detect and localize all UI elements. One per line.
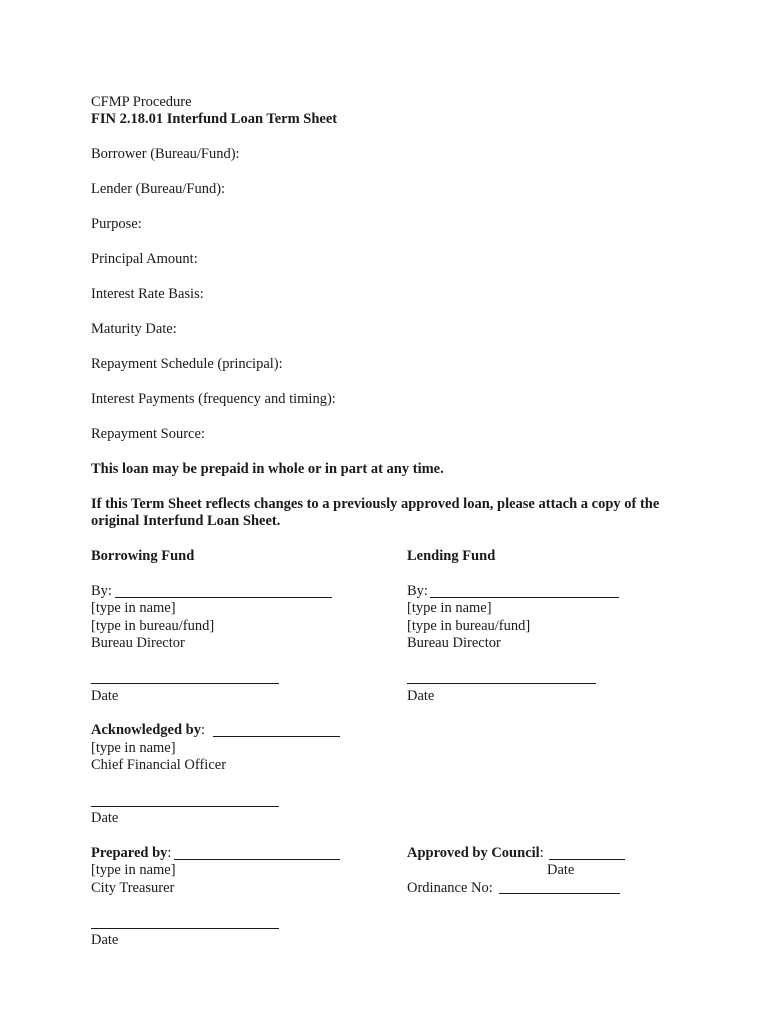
- procedure-label: CFMP Procedure: [91, 94, 192, 110]
- borrowing-role: Bureau Director: [91, 635, 185, 651]
- ordinance-no-line[interactable]: [499, 893, 620, 894]
- field-purpose: Purpose:: [91, 216, 142, 232]
- approved-by-council-label: Approved by Council:: [407, 845, 544, 861]
- acknowledged-date-label: Date: [91, 810, 119, 826]
- lending-by-label: By:: [407, 583, 428, 599]
- prepared-by-label: Prepared by:: [91, 845, 172, 861]
- lending-date-label: Date: [407, 688, 435, 704]
- lending-fund-heading: Lending Fund: [407, 548, 496, 564]
- field-lender: Lender (Bureau/Fund):: [91, 181, 226, 197]
- borrowing-name: [type in name]: [91, 600, 176, 616]
- borrowing-date-line[interactable]: [91, 683, 279, 684]
- field-borrower: Borrower (Bureau/Fund):: [91, 146, 240, 162]
- document-title: FIN 2.18.01 Interfund Loan Term Sheet: [91, 111, 338, 127]
- acknowledged-name: [type in name]: [91, 740, 176, 756]
- field-repayment-schedule: Repayment Schedule (principal):: [91, 356, 283, 372]
- field-maturity-date: Maturity Date:: [91, 321, 177, 337]
- prepaid-note: This loan may be prepaid in whole or in part at any time.: [91, 461, 444, 477]
- prepared-name: [type in name]: [91, 862, 176, 878]
- borrowing-signature-line[interactable]: [115, 597, 332, 598]
- changes-note-line2: original Interfund Loan Sheet.: [91, 513, 281, 529]
- prepared-date-label: Date: [91, 932, 119, 948]
- borrowing-by-label: By:: [91, 583, 112, 599]
- ordinance-no-label: Ordinance No:: [407, 880, 493, 896]
- field-principal-amount: Principal Amount:: [91, 251, 198, 267]
- field-interest-rate-basis: Interest Rate Basis:: [91, 286, 204, 302]
- lending-name: [type in name]: [407, 600, 492, 616]
- prepared-signature-line[interactable]: [174, 859, 340, 860]
- lending-date-line[interactable]: [407, 683, 596, 684]
- borrowing-bureau: [type in bureau/fund]: [91, 618, 215, 634]
- prepared-role: City Treasurer: [91, 880, 175, 896]
- lending-bureau: [type in bureau/fund]: [407, 618, 531, 634]
- prepared-date-line[interactable]: [91, 928, 279, 929]
- lending-signature-line[interactable]: [430, 597, 619, 598]
- borrowing-fund-heading: Borrowing Fund: [91, 548, 195, 564]
- acknowledged-date-line[interactable]: [91, 806, 279, 807]
- field-interest-payments: Interest Payments (frequency and timing):: [91, 391, 336, 407]
- changes-note-line1: If this Term Sheet reflects changes to a previously approved loan, please attach a copy of the: [91, 496, 660, 512]
- acknowledged-by-label: Acknowledged by:: [91, 722, 206, 738]
- field-repayment-source: Repayment Source:: [91, 426, 205, 442]
- acknowledged-role: Chief Financial Officer: [91, 757, 227, 773]
- borrowing-date-label: Date: [91, 688, 119, 704]
- lending-role: Bureau Director: [407, 635, 501, 651]
- acknowledged-signature-line[interactable]: [213, 736, 340, 737]
- council-approval-line[interactable]: [549, 859, 625, 860]
- council-date-label: Date: [547, 862, 575, 878]
